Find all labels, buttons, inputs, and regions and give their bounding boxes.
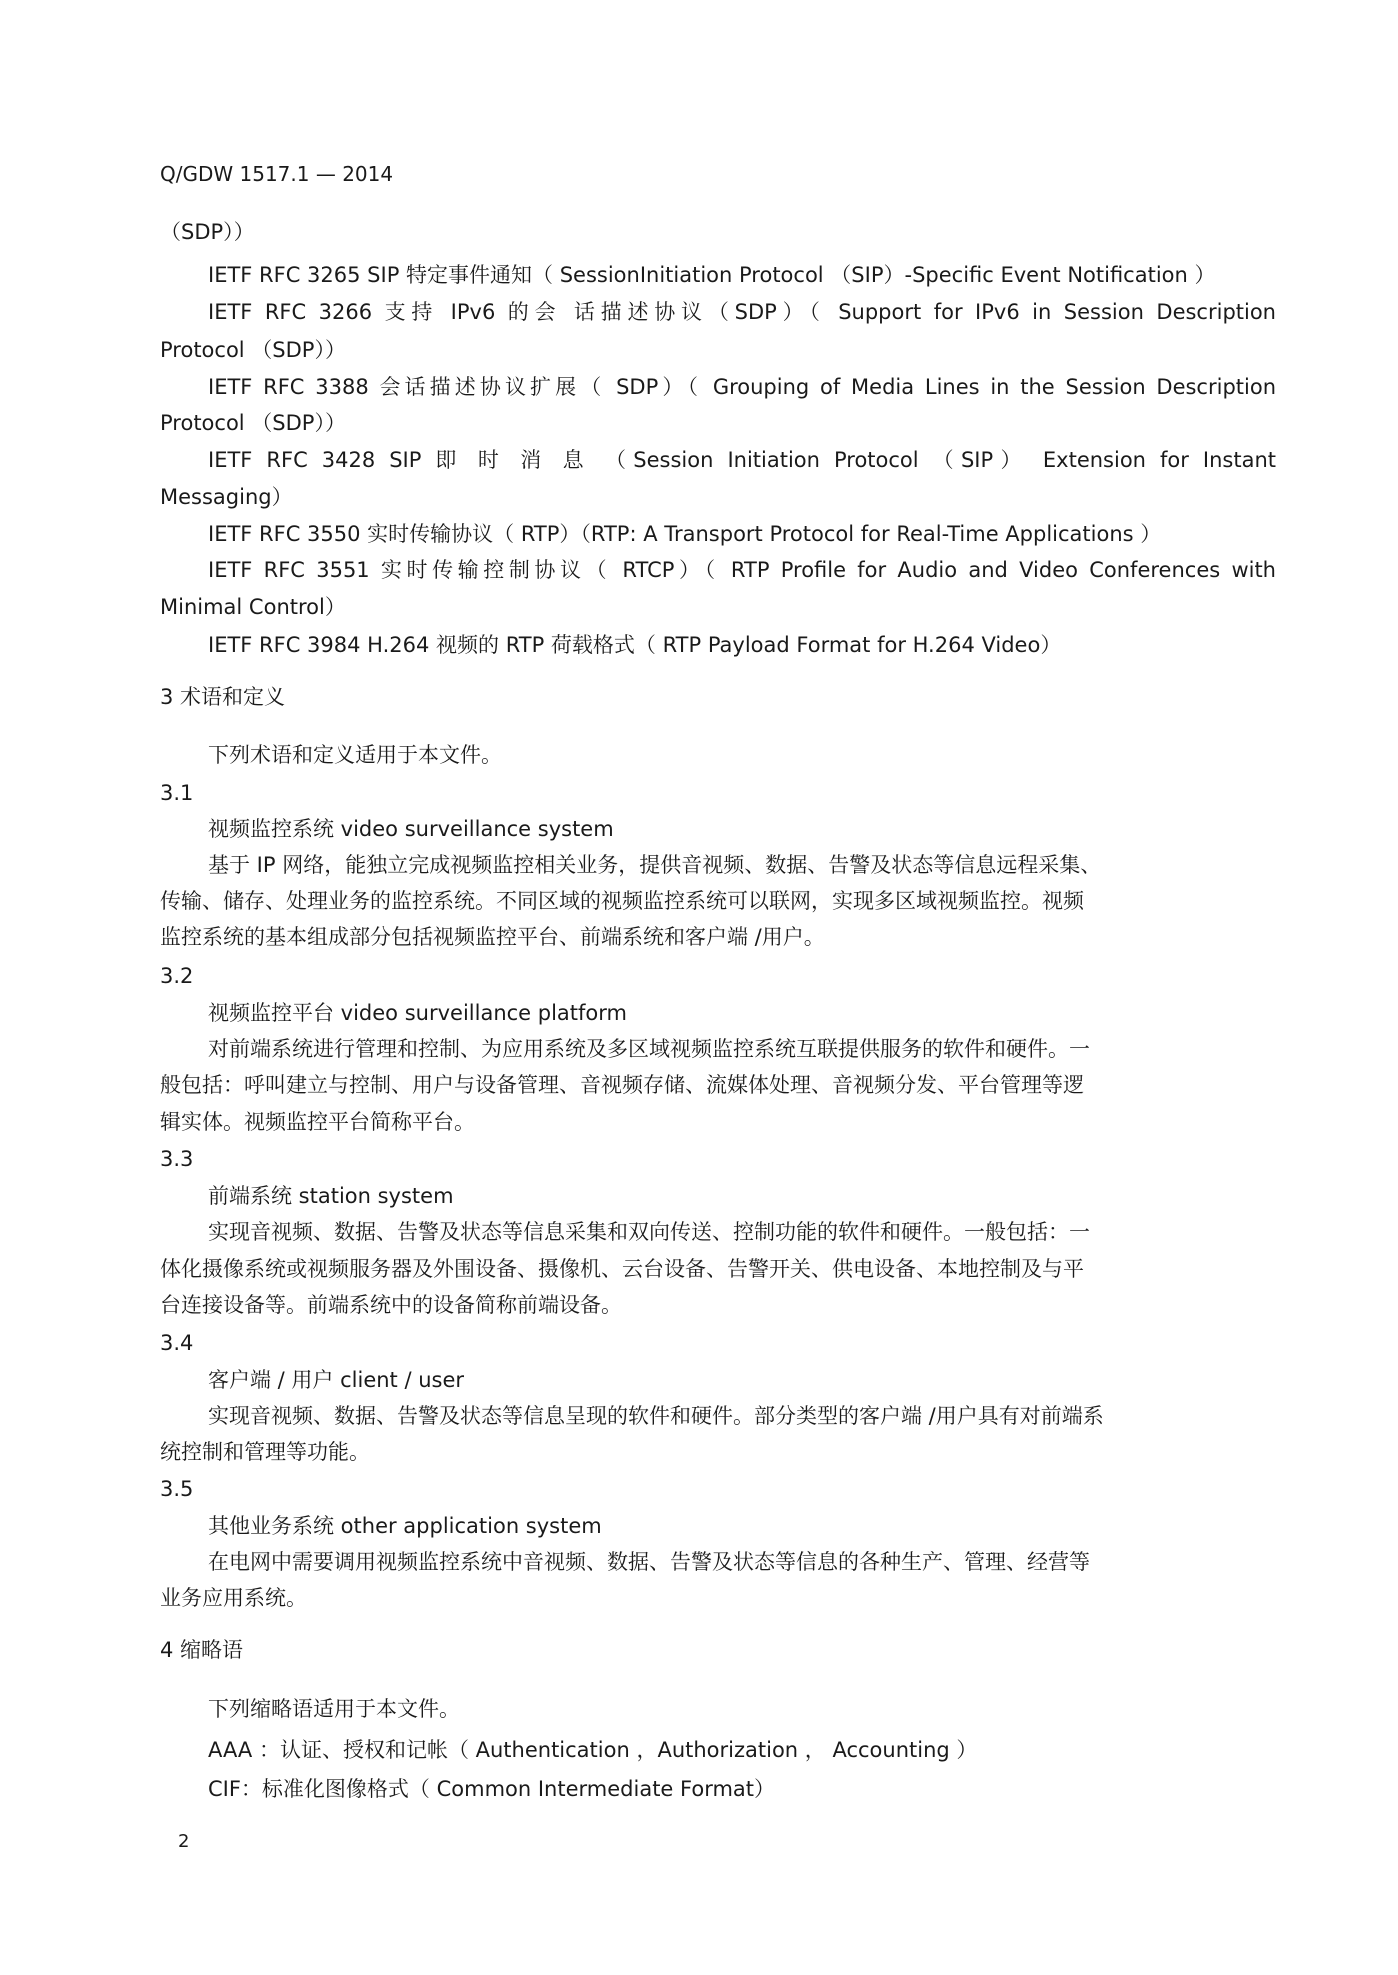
term-definition-3-3-line3: 台连接设备等。前端系统中的设备简称前端设备。 (160, 1293, 622, 1317)
term-title-3-5: 其他业务系统 other application system (208, 1514, 602, 1538)
reference-rfc3388-line1: IETF RFC 3388 会话描述协议扩展（ SDP）（ Grouping of Media Lines in the Session Description (208, 375, 1276, 399)
term-definition-3-4-line1: 实现音视频、数据、告警及状态等信息呈现的软件和硬件。部分类型的客户端 /用户具有对前端系 (208, 1404, 1104, 1428)
term-definition-3-1-line2: 传输、储存、处理业务的监控系统。不同区域的视频监控系统可以联网，实现多区域视频监控。视频 (160, 889, 1084, 913)
reference-rfc3550: IETF RFC 3550 实时传输协议（ RTP）（RTP: A Transport Protocol for Real-Time Applications ） (208, 522, 1162, 546)
term-number-3-3: 3.3 (160, 1147, 194, 1171)
reference-rfc3266-line2: Protocol （SDP）） (160, 338, 346, 362)
term-number-3-5: 3.5 (160, 1477, 194, 1501)
term-number-3-2: 3.2 (160, 964, 194, 988)
section-heading-terms: 3 术语和定义 (160, 685, 286, 709)
term-definition-3-1-line3: 监控系统的基本组成部分包括视频监控平台、前端系统和客户端 /用户。 (160, 925, 825, 949)
term-number-3-4: 3.4 (160, 1331, 194, 1355)
term-definition-3-3-line2: 体化摄像系统或视频服务器及外围设备、摄像机、云台设备、告警开关、供电设备、本地控制及与平 (160, 1257, 1084, 1281)
term-definition-3-2-line2: 般包括：呼叫建立与控制、用户与设备管理、音视频存储、流媒体处理、音视频分发、平台管理等逻 (160, 1073, 1084, 1097)
term-definition-3-5-line1: 在电网中需要调用视频监控系统中音视频、数据、告警及状态等信息的各种生产、管理、经营等 (208, 1550, 1090, 1574)
term-definition-3-2-line3: 辑实体。视频监控平台简称平台。 (160, 1110, 475, 1134)
reference-rfc3551-line2: Minimal Control） (160, 595, 346, 619)
term-title-3-1: 视频监控系统 video surveillance system (208, 817, 614, 841)
reference-rfc3266-line1: IETF RFC 3266 支持 IPv6 的会 话描述协议（SDP）（ Support for IPv6 in Session Description (208, 300, 1276, 324)
term-definition-3-4-line2: 统控制和管理等功能。 (160, 1440, 370, 1464)
term-definition-3-5-line2: 业务应用系统。 (160, 1586, 307, 1610)
term-definition-3-2-line1: 对前端系统进行管理和控制、为应用系统及多区域视频监控系统互联提供服务的软件和硬件。一 (208, 1037, 1090, 1061)
reference-rfc3428-line2: Messaging） (160, 485, 293, 509)
term-number-3-1: 3.1 (160, 781, 194, 805)
reference-rfc3388-line2: Protocol （SDP）） (160, 411, 346, 435)
reference-continuation: （SDP）） (160, 220, 255, 244)
section-heading-abbreviations: 4 缩略语 (160, 1638, 244, 1662)
abbreviations-intro: 下列缩略语适用于本文件。 (208, 1697, 460, 1721)
document-header: Q/GDW 1517.1 — 2014 (160, 162, 394, 186)
term-title-3-3: 前端系统 station system (208, 1184, 454, 1208)
term-definition-3-1-line1: 基于 IP 网络，能独立完成视频监控相关业务，提供音视频、数据、告警及状态等信息远程采集、 (208, 853, 1102, 877)
reference-rfc3428-line1: IETF RFC 3428 SIP 即 时 消 息 （Session Initiation Protocol （SIP） Extension for Instant (208, 448, 1276, 472)
terms-intro: 下列术语和定义适用于本文件。 (208, 743, 502, 767)
page-number: 2 (178, 1831, 190, 1852)
abbreviation-cif: CIF：标准化图像格式（ Common Intermediate Format） (208, 1777, 776, 1801)
reference-rfc3984: IETF RFC 3984 H.264 视频的 RTP 荷载格式（ RTP Payload Format for H.264 Video） (208, 633, 1062, 657)
reference-rfc3265: IETF RFC 3265 SIP 特定事件通知（ SessionInitiation Protocol （SIP）-Specific Event Notification ） (208, 263, 1216, 287)
term-title-3-4: 客户端 / 用户 client / user (208, 1368, 465, 1392)
reference-rfc3551-line1: IETF RFC 3551 实时传输控制协议（ RTCP）（ RTP Profile for Audio and Video Conferences with (208, 558, 1276, 582)
term-title-3-2: 视频监控平台 video surveillance platform (208, 1001, 627, 1025)
abbreviation-aaa: AAA ：认证、授权和记帐（ Authentication ，Authorization ， Accounting ） (208, 1738, 978, 1762)
term-definition-3-3-line1: 实现音视频、数据、告警及状态等信息采集和双向传送、控制功能的软件和硬件。一般包括：一 (208, 1220, 1090, 1244)
